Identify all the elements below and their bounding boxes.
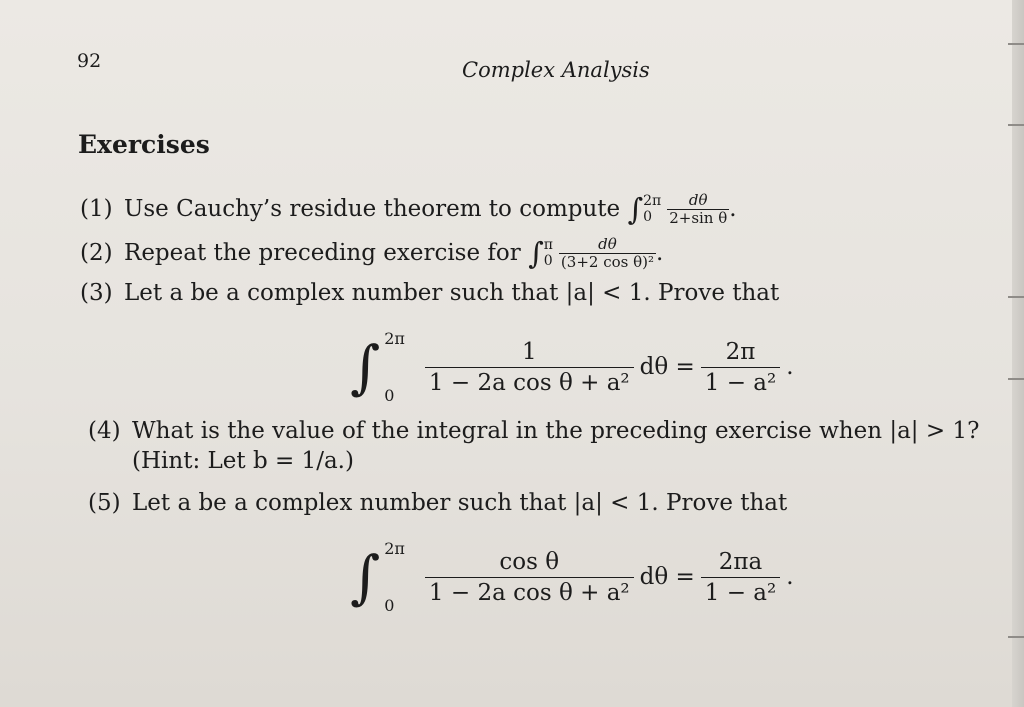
page-edge-mark [1008,296,1024,298]
fraction-numerator: cos θ [499,548,560,575]
integral-lower: 0 [543,252,553,269]
result-fraction [701,549,780,606]
exercise-text: Use Cauchy’s residue theorem to compute [124,195,621,222]
integral-limits [384,539,405,615]
section-title: Exercises [78,130,210,159]
exercise-number: (2) [80,239,113,266]
integral-upper: π [543,237,553,254]
exercise-number: (3) [80,280,113,306]
inline-fraction [559,236,656,272]
fraction-denominator: 1 − a² [704,579,777,606]
exercise-1 [80,192,737,228]
result-fraction [701,339,780,396]
integral-upper: 2π [384,539,405,558]
display-equation-3 [350,322,794,412]
differential-equals: dθ = [639,564,695,590]
integral-sign: ∫ [350,543,381,611]
fraction-numerator: 1 [521,338,537,365]
inline-fraction [667,192,729,228]
fraction-denominator: (3+2 cos θ)² [560,253,654,272]
integral-sign: ∫ [627,192,644,228]
exercise-number: (5) [88,490,121,516]
period: . [729,195,737,222]
exercise-text: Let a be a complex number such that |a| < 1. Prove that [124,280,780,306]
fraction-denominator: 2+sin θ [669,209,728,228]
exercise-number: (1) [80,195,113,222]
integral-sign: ∫ [350,333,381,401]
exercise-5 [88,490,787,516]
integral-lower: 0 [643,208,653,225]
fraction-denominator: 1 − 2a cos θ + a² [428,369,630,396]
fraction-denominator: 1 − a² [704,369,777,396]
integral-limits [384,329,405,405]
exercise-4 [88,418,979,444]
exercise-4-hint: (Hint: Let b = 1/a.) [132,448,354,474]
differential-equals: dθ = [639,354,695,380]
display-equation-5 [350,532,794,622]
page-edge-mark [1008,636,1024,638]
integral-limits [643,194,661,225]
integral-upper: 2π [643,193,662,210]
integral-sign: ∫ [528,236,544,272]
exercise-3 [80,280,779,306]
period: . [786,564,794,590]
fraction-numerator: dθ [667,192,729,210]
page-edge-mark [1008,378,1024,380]
fraction-numerator: 2πa [718,548,763,575]
exercise-2 [80,236,663,272]
integral-lower: 0 [384,596,395,615]
fraction-denominator: 1 − 2a cos θ + a² [428,579,630,606]
integral-limits [544,238,553,269]
exercise-text: Repeat the preceding exercise for [124,239,521,266]
exercise-text: Let a be a complex number such that |a| < 1. Prove that [132,490,788,516]
page-edge-mark [1008,43,1024,45]
integral-upper: 2π [384,329,405,348]
fraction-numerator: dθ [559,236,656,254]
period: . [786,354,794,380]
integral-lower: 0 [384,386,395,405]
integrand-fraction [425,339,634,396]
integrand-fraction [425,549,634,606]
exercise-number: (4) [88,418,121,444]
fraction-numerator: 2π [725,338,756,365]
page-edge [1012,0,1024,707]
page-edge-mark [1008,124,1024,126]
period: . [656,239,664,266]
running-title: Complex Analysis [462,58,650,82]
exercise-text: What is the value of the integral in the preceding exercise when |a| > 1? [132,418,980,444]
page-number: 92 [77,50,102,72]
